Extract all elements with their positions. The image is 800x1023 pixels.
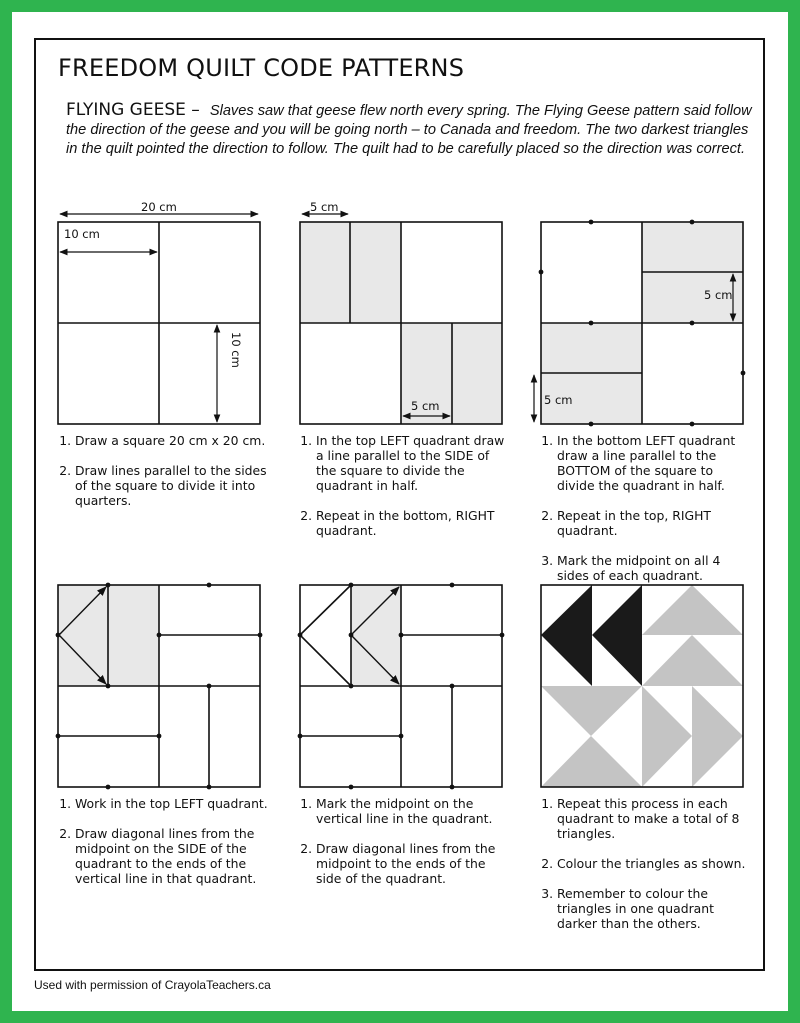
- step-4-item-2: 2. Draw diagonal lines from the midpoint on the SIDE of the quadrant to the ends of the vertical line in that quadrant.: [75, 826, 273, 886]
- dim-20cm: 20 cm: [141, 200, 177, 214]
- step-3-item-2: 2. Repeat in the top, RIGHT quadrant.: [557, 508, 754, 538]
- steps-3: [540, 433, 754, 598]
- intro-text: Slaves saw that geese flew north every spring. The Flying Geese pattern said follow the direction of the geese and you will be going north – to Canada and freedom. The two darkest triangles in the quilt pointed the direction to follow. The quilt had to be carefully placed so the direction was correct.: [66, 103, 752, 157]
- dim-5cm-left: 5 cm: [544, 393, 573, 407]
- dim-5cm-right: 5 cm: [704, 288, 733, 302]
- step-4-item-1: 1. Work in the top LEFT quadrant.: [75, 796, 273, 811]
- dim-5cm-top: 5 cm: [310, 200, 339, 214]
- step-5-item-1: 1. Mark the midpoint on the vertical line in the quadrant.: [316, 796, 509, 826]
- step-6-item-3: 3. Remember to colour the triangles in one quadrant darker than the others.: [557, 886, 754, 931]
- step-1-item-1: 1. Draw a square 20 cm x 20 cm.: [75, 433, 273, 448]
- permission-footer: Used with permission of CrayolaTeachers.ca: [34, 978, 271, 992]
- step-6-item-2: 2. Colour the triangles as shown.: [557, 856, 754, 871]
- steps-4: [58, 796, 273, 901]
- steps-1: [58, 433, 273, 523]
- step-2-item-1: 1. In the top LEFT quadrant draw a line parallel to the SIDE of the square to divide the quadrant in half.: [316, 433, 509, 493]
- diagram-step5: [298, 583, 505, 790]
- step-3-item-3: 3. Mark the midpoint on all 4 sides of each quadrant.: [557, 553, 754, 583]
- diagram-step6: [541, 585, 743, 787]
- steps-2: [299, 433, 509, 553]
- step-1-item-2: 2. Draw lines parallel to the sides of the square to divide it into quarters.: [75, 463, 273, 508]
- step-6-item-1: 1. Repeat this process in each quadrant to make a total of 8 triangles.: [557, 796, 754, 841]
- step-2-item-2: 2. Repeat in the bottom, RIGHT quadrant.: [316, 508, 509, 538]
- dim-5cm-bottom: 5 cm: [411, 399, 440, 413]
- steps-5: [299, 796, 509, 901]
- diagram-step1: [58, 214, 260, 424]
- dim-10cm-horizontal: 10 cm: [64, 227, 100, 241]
- steps-6: [540, 796, 754, 946]
- step-3-item-1: 1. In the bottom LEFT quadrant draw a line parallel to the BOTTOM of the square to divide the quadrant in half.: [557, 433, 754, 493]
- diagram-step2: [300, 214, 502, 424]
- page-title: FREEDOM QUILT CODE PATTERNS: [58, 54, 465, 82]
- diagram-step4: [56, 583, 263, 790]
- dim-10cm-vertical: 10 cm: [229, 332, 243, 368]
- step-5-item-2: 2. Draw diagonal lines from the midpoint to the ends of the side of the quadrant.: [316, 841, 509, 886]
- intro-heading: FLYING GEESE –: [66, 100, 200, 120]
